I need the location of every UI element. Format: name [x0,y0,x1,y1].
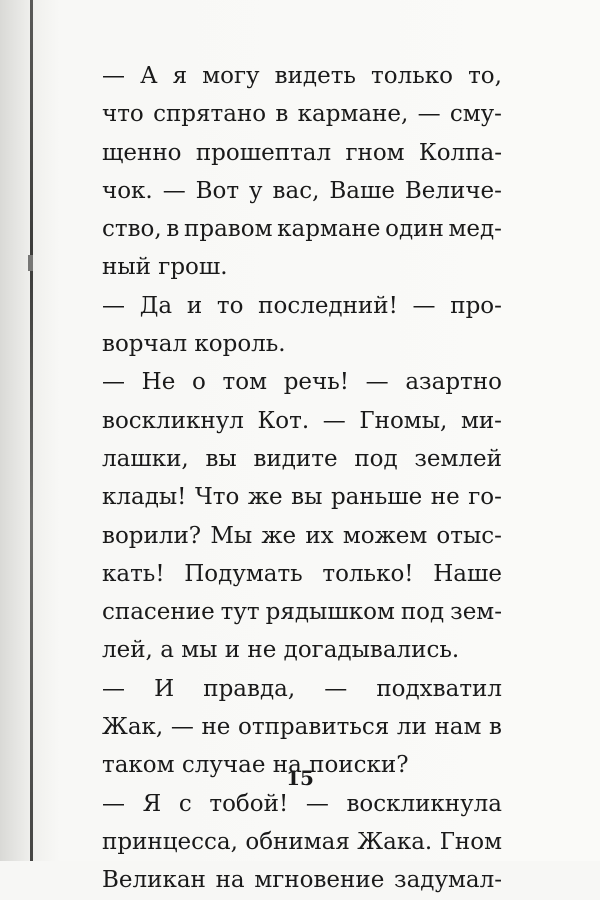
text-line: клады! Что же вы раньше не го- [102,484,502,511]
text-line: кать! Подумать только! Наше [102,560,502,587]
text-line: щенно прошептал гном Колпа- [102,139,502,166]
text-line: принцесса, обнимая Жака. Гном [102,828,502,855]
text-line: ворили? Мы же их можем отыс- [102,522,502,549]
text-line: ство, в правом кармане один мед- [102,216,502,243]
text-line: Жак, — не отправиться ли нам в [102,714,502,741]
text-line: что спрятано в кармане, — сму- [102,101,502,128]
text-line: ный грош. [102,254,228,281]
text-line: воскликнул Кот. — Гномы, ми- [102,407,502,434]
text-line: — И правда, — подхватил [102,675,502,702]
text-line: — Да и то последний! — про- [102,292,502,319]
text-line: чок. — Вот у вас, Ваше Величе- [102,177,502,204]
text-line: таком случае на поиски? [102,752,409,779]
page-number: 15 [286,766,314,790]
text-line: ворчал король. [102,331,286,358]
text-line: — Я с тобой! — воскликнула [102,790,502,817]
text-line: лашки, вы видите под землей [102,445,502,472]
text-line: — Не о том речь! — азартно [102,369,502,396]
book-spine [30,0,33,861]
text-line: спасение тут рядышком под зем- [102,599,502,626]
spine-mark [28,255,33,271]
text-line: лей, а мы и не догадывались. [102,637,460,664]
text-line: — А я могу видеть только то, [102,63,502,89]
text-line: Великан на мгновение задумал- [102,867,502,894]
